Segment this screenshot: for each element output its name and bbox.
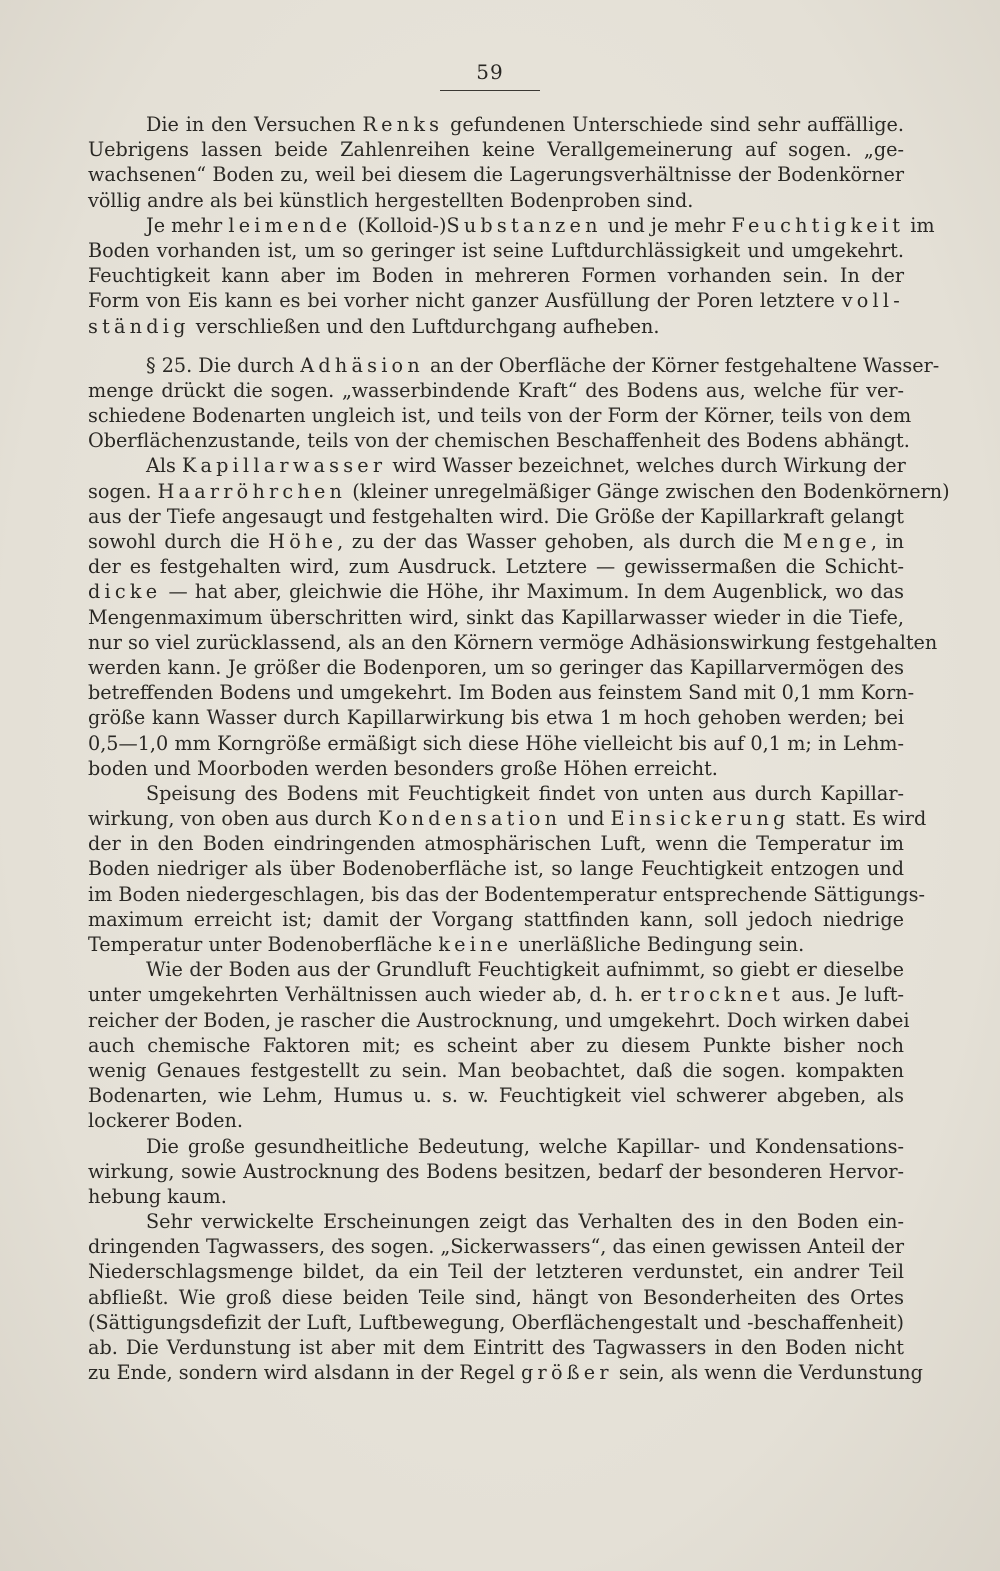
text-segment: maximum erreicht ist; damit der Vorgang stattfinden kann, soll jedoch niedrige (88, 907, 904, 931)
text-segment: wachsenen“ Boden zu, weil bei diesem die Lagerungsverhältnisse der Bodenkörner (88, 163, 904, 187)
text-line (88, 1259, 904, 1284)
text-line (88, 188, 904, 213)
text-line (88, 731, 904, 756)
spaced-emphasis: Kapillarwasser (181, 454, 387, 478)
text-line (88, 1058, 904, 1083)
spaced-emphasis: Feuchtigkeit (731, 213, 905, 237)
text-line (88, 378, 904, 403)
text-segment: lockerer Boden. (88, 1109, 243, 1133)
text-line (88, 781, 904, 806)
text-line (88, 353, 940, 378)
text-segment: Boden vorhanden ist, um so geringer ist seine Luftdurchlässigkeit und umgekehrt. (88, 238, 904, 262)
text-line (88, 112, 904, 137)
text-segment: boden und Moorboden werden besonders große Höhen erreicht. (88, 756, 718, 780)
text-segment: ab. Die Verdunstung ist aber mit dem Eintritt des Tagwassers in den Boden nicht (88, 1336, 904, 1359)
spaced-emphasis: Kondensation (377, 807, 562, 831)
paragraph-gap (88, 339, 904, 353)
text-line (88, 957, 904, 982)
text-line (88, 756, 904, 781)
text-segment: wenig Genaues festgestellt zu sein. Man beobachtet, daß die sogen. kompakten (88, 1058, 904, 1082)
text-segment: verschließen und den Luftdurchgang aufheben. (189, 314, 660, 338)
text-segment: Bodenarten, wie Lehm, Humus u. s. w. Feuchtigkeit viel schwerer abgeben, als (88, 1084, 904, 1108)
text-line (88, 831, 904, 856)
text-segment: wirkung, von oben aus durch (88, 807, 378, 831)
text-line (88, 907, 904, 932)
text-line (88, 630, 938, 655)
spaced-emphasis: Haarröhrchen (157, 479, 347, 503)
text-line (88, 529, 904, 554)
spaced-emphasis: leimende (228, 213, 352, 237)
text-line (88, 982, 904, 1007)
text-line (88, 479, 950, 504)
text-segment: nur so viel zurücklassend, als an den Körnern vermöge Adhäsionswirkung festgehalten (88, 630, 938, 654)
text-segment: aus der Tiefe angesaugt und festgehalten wird. Die Größe der Kapillarkraft gelangt (88, 504, 904, 528)
text-segment: hebung kaum. (88, 1184, 227, 1208)
text-segment: dringenden Tagwassers, des sogen. „Sickerwassers“, das einen gewissen Anteil der (88, 1235, 904, 1259)
spaced-emphasis: Höhe (268, 530, 338, 553)
text-line (88, 403, 912, 428)
text-line (88, 579, 904, 604)
text-segment: und je mehr (601, 213, 732, 237)
text-line (88, 1285, 904, 1310)
text-segment: Oberflächenzustande, teils von der chemischen Beschaffenheit des Bodens abhängt. (88, 429, 910, 453)
text-segment: unerläßliche Bedingung sein. (512, 933, 805, 956)
text-segment: Temperatur unter Bodenoberfläche (88, 933, 439, 956)
text-segment: werden kann. Je größer die Bodenporen, um so geringer das Kapillarvermögen des (88, 655, 904, 679)
text-segment: im Boden niedergeschlagen, bis das der Bodentemperatur entsprechende Sättigungs- (88, 882, 926, 906)
text-segment: gefundenen Unterschiede sind sehr auffällige. (443, 113, 905, 136)
text-line (88, 1134, 904, 1159)
text-segment: 0,5—1,0 mm Korngröße ermäßigt sich diese Höhe vielleicht bis auf 0,1 m; in Lehm- (88, 731, 904, 755)
text-line (88, 806, 927, 831)
spaced-emphasis: Adhäsion (300, 353, 424, 377)
text-line (88, 162, 904, 187)
text-line (88, 1310, 904, 1335)
text-segment: Die große gesundheitliche Bedeutung, welche Kapillar- und Kondensations- (146, 1134, 904, 1158)
text-segment: Form von Eis kann es bei vorher nicht ganzer Ausfüllung der Poren letztere (88, 289, 842, 313)
page-number: 59 (440, 60, 540, 91)
text-segment: völlig andre als bei künstlich hergestellten Bodenproben sind. (88, 188, 694, 212)
text-line (88, 238, 904, 263)
text-segment: sowohl durch die (88, 530, 269, 553)
text-line (88, 1083, 904, 1108)
text-segment: der in den Boden eindringenden atmosphärischen Luft, wenn die Temperatur im (88, 832, 904, 856)
text-segment: — hat aber, gleichwie die Höhe, ihr Maximum. In dem Augenblick, wo das (161, 580, 904, 604)
text-line (88, 1209, 904, 1234)
text-segment: Niederschlagsmenge bildet, da ein Teil der letzteren verdunstet, ein andrer Teil (88, 1260, 904, 1284)
text-segment: (Kolloid-) (351, 213, 447, 237)
text-segment: , zu der das Wasser gehoben, als durch die (337, 530, 783, 553)
text-segment: Speisung des Bodens mit Feuchtigkeit findet von unten aus durch Kapillar- (146, 781, 904, 805)
spaced-emphasis: trocknet (668, 983, 785, 1007)
text-line (88, 288, 904, 313)
text-segment: Mengenmaximum überschritten wird, sinkt das Kapillarwasser wieder in die Tiefe, (88, 605, 904, 629)
text-segment: (Sättigungsdefizit der Luft, Luftbewegung, Oberflächengestalt und -beschaffenheit) (88, 1310, 904, 1334)
text-line (88, 1335, 904, 1360)
text-segment: unter umgekehrten Verhältnissen auch wieder ab, d. h. er (88, 983, 669, 1007)
text-segment: statt. Es wird (789, 807, 927, 831)
text-segment: , in (870, 530, 904, 553)
spaced-emphasis: dicke (88, 580, 162, 604)
text-line (88, 1033, 904, 1058)
text-segment: abfließt. Wie groß diese beiden Teile sind, hängt von Besonderheiten des Ortes (88, 1285, 904, 1309)
text-segment: größe kann Wasser durch Kapillarwirkung bis etwa 1 m hoch gehoben werden; bei (88, 706, 904, 730)
text-segment: sein, als wenn die Verdunstung (612, 1361, 923, 1385)
text-segment: Boden niedriger als über Bodenoberfläche ist, so lange Feuchtigkeit entzogen und (88, 857, 904, 881)
spaced-emphasis: Menge (782, 530, 871, 553)
text-segment: Die in den Versuchen (146, 113, 363, 136)
text-line (88, 137, 904, 162)
text-segment: Feuchtigkeit kann aber im Boden in mehreren Formen vorhanden sein. In der (88, 264, 904, 288)
text-line (88, 655, 904, 680)
text-line (88, 1008, 910, 1033)
text-segment: Je mehr (146, 213, 229, 237)
text-line (88, 856, 904, 881)
text-segment: Uebrigens lassen beide Zahlenreihen keine Verallgemeinerung auf sogen. „ge- (88, 138, 904, 162)
spaced-emphasis: Renks (362, 113, 444, 136)
text-segment: Wie der Boden aus der Grundluft Feuchtigkeit aufnimmt, so giebt er dieselbe (146, 958, 904, 982)
text-line (88, 213, 935, 238)
spaced-emphasis: ständig (88, 314, 190, 338)
text-segment: der es festgehalten wird, zum Ausdruck. Letztere — gewissermaßen die Schicht- (88, 555, 904, 579)
text-line (88, 1184, 904, 1209)
text-segment: menge drückt die sogen. „wasserbindende Kraft“ des Bodens aus, welche für ver- (88, 378, 904, 402)
text-segment: schiedene Bodenarten ungleich ist, und teils von der Form der Körner, teils von dem (88, 404, 912, 428)
text-line (88, 1360, 923, 1385)
text-segment: wirkung, sowie Austrocknung des Bodens besitzen, bedarf der besonderen Hervor- (88, 1159, 904, 1183)
spaced-emphasis: größer (521, 1361, 613, 1385)
text-segment: aus. Je luft- (784, 983, 904, 1007)
text-line (88, 705, 904, 730)
text-line (88, 1108, 904, 1133)
body-text (88, 112, 950, 1385)
spaced-emphasis: Einsickerung (610, 807, 790, 831)
text-segment: wird Wasser bezeichnet, welches durch Wirkung der (386, 454, 906, 478)
text-segment: (kleiner unregelmäßiger Gänge zwischen den Bodenkörnern) (346, 479, 950, 503)
spaced-emphasis: voll- (841, 289, 904, 313)
text-line (88, 932, 904, 957)
text-segment: § 25. Die durch (146, 353, 301, 377)
text-line (88, 314, 904, 339)
text-line (88, 428, 910, 453)
text-segment: und (561, 807, 611, 831)
text-segment: im (904, 213, 935, 237)
text-line (88, 1234, 904, 1259)
text-line (88, 1159, 904, 1184)
text-line (88, 263, 904, 288)
text-segment: an der Oberfläche der Körner festgehaltene Wasser- (423, 353, 940, 377)
spaced-emphasis: keine (438, 933, 513, 956)
text-segment: reicher der Boden, je rascher die Austrocknung, und umgekehrt. Doch wirken dabei (88, 1008, 910, 1032)
text-line (88, 605, 904, 630)
text-line (88, 504, 904, 529)
text-segment: Sehr verwickelte Erscheinungen zeigt das Verhalten des in den Boden ein- (146, 1210, 904, 1234)
text-line (88, 882, 926, 907)
text-segment: zu Ende, sondern wird alsdann in der Regel (88, 1361, 522, 1385)
text-line (88, 554, 904, 579)
spaced-emphasis: Substanzen (446, 213, 602, 237)
text-segment: sogen. (88, 479, 158, 503)
text-line (88, 680, 915, 705)
text-segment: betreffenden Bodens und umgekehrt. Im Boden aus feinstem Sand mit 0,1 mm Korn- (88, 681, 915, 705)
text-line (88, 453, 904, 478)
text-segment: auch chemische Faktoren mit; es scheint aber zu diesem Punkte bisher noch (88, 1033, 904, 1057)
text-segment: Als (146, 454, 182, 478)
